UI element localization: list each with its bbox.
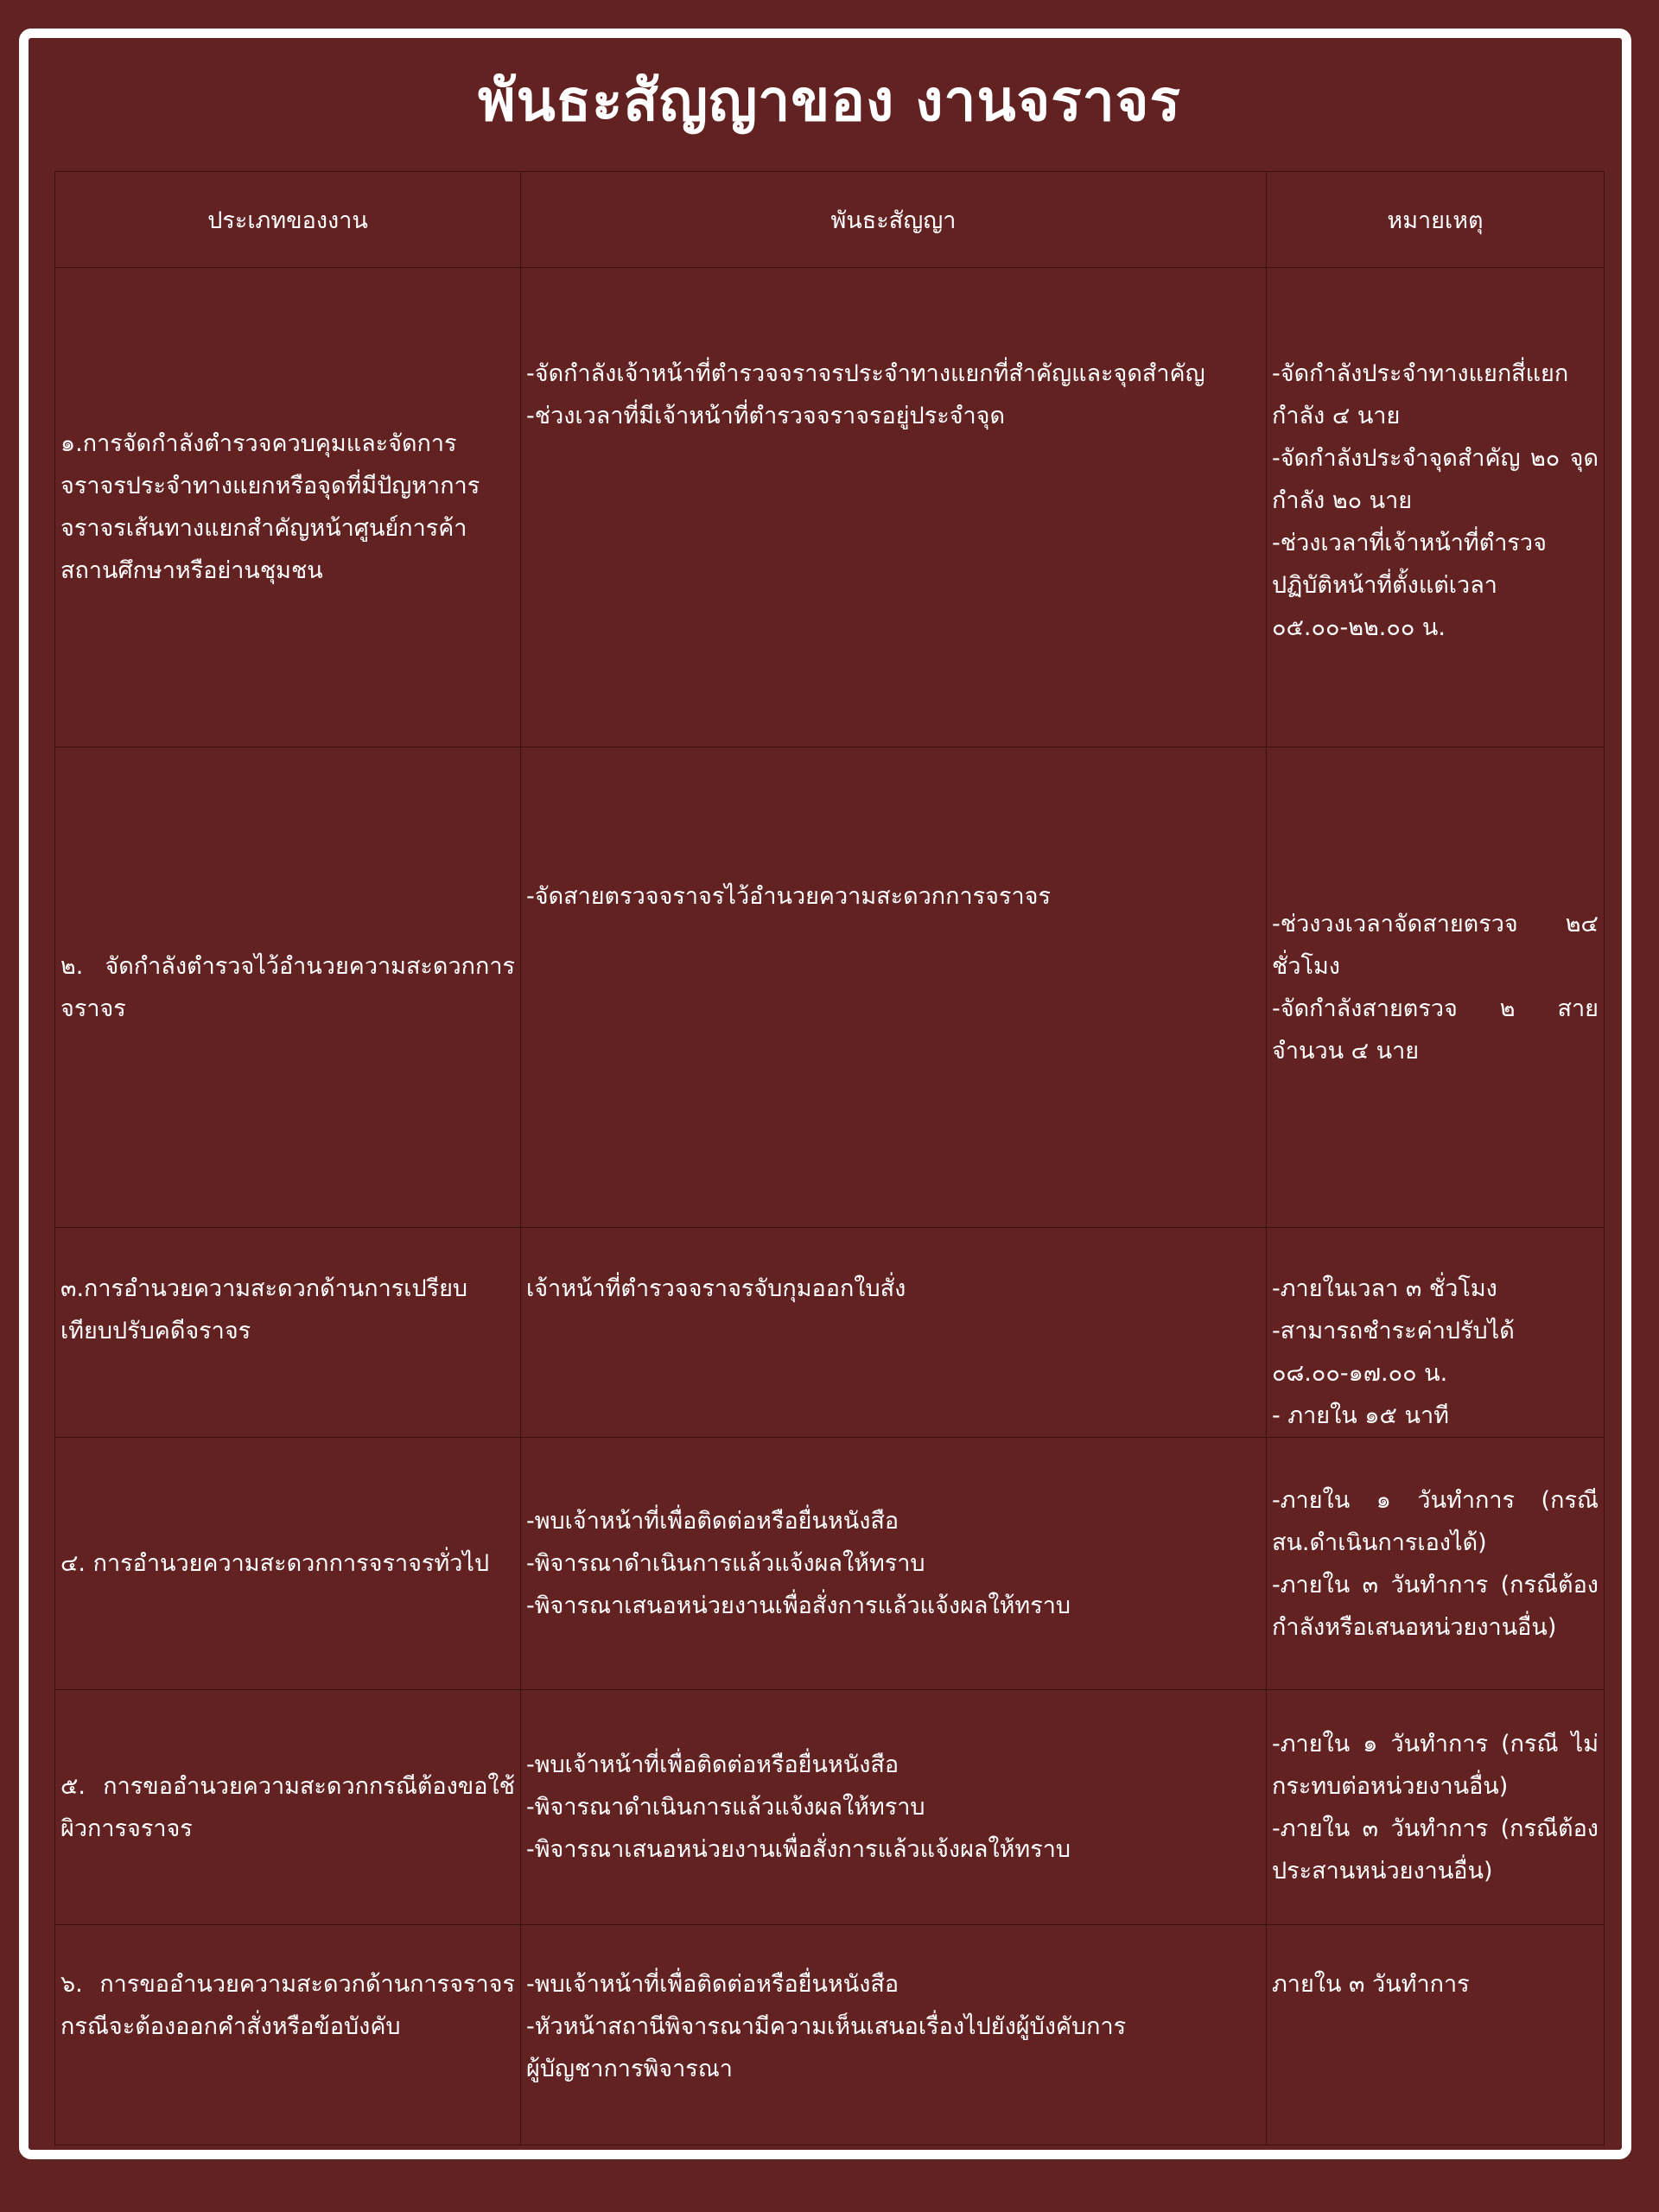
note-cell [1267, 1690, 1605, 1925]
work-type-text: ๕. การขออำนวยความสะดวกกรณีต้องขอใช้ผิวการจราจร [60, 1772, 515, 1842]
promise-line: -ช่วงเวลาที่มีเจ้าหน้าที่ตำรวจจราจรอยู่ประจำจุด [526, 403, 1006, 429]
promise-line: -พิจารณาดำเนินการแล้วแจ้งผลให้ทราบ [526, 1550, 925, 1577]
work-type-cell [55, 1925, 521, 2145]
promise-line: -พบเจ้าหน้าที่เพื่อติดต่อหรือยื่นหนังสือ [526, 1971, 899, 1998]
work-type-text: ๓.การอำนวยความสะดวกด้านการเปรียบเทียบปรับคดีจราจร [60, 1275, 468, 1344]
promise-line: -หัวหน้าสถานีพิจารณามีความเห็นเสนอเรื่องไปยังผู้บังคับการ [526, 2013, 1127, 2040]
work-type-cell [55, 268, 521, 747]
note-line: -จัดกำลังประจำทางแยกสี่แยกกำลัง ๔ นาย [1272, 360, 1569, 429]
table-row [55, 1228, 1605, 1438]
note-cell [1267, 1925, 1605, 2145]
table-row [55, 747, 1605, 1228]
note-line: -จัดกำลังสายตรวจ ๒ สาย จำนวน ๔ นาย [1272, 995, 1599, 1065]
promise-cell [521, 1690, 1267, 1925]
note-cell [1267, 1228, 1605, 1438]
note-line: -จัดกำลังประจำจุดสำคัญ ๒๐ จุดกำลัง ๒๐ นาย [1272, 445, 1599, 514]
header-note: หมายเหตุ [1267, 172, 1605, 268]
promise-cell [521, 1438, 1267, 1690]
promise-table [54, 171, 1605, 2145]
work-type-text: ๒. จัดกำลังตำรวจไว้อำนวยความสะดวกการจราจร [60, 952, 515, 1022]
note-line: -ภายในเวลา ๓ ชั่วโมง [1272, 1275, 1497, 1302]
work-type-text: ๔. การอำนวยความสะดวกการจราจรทั่วไป [60, 1550, 490, 1577]
work-type-text: ๑.การจัดกำลังตำรวจควบคุมและจัดการจราจรประจำทางแยกหรือจุดที่มีปัญหาการจราจรเส้นทางแยกสำคัญหน้าศูนย์การค้าสถานศึกษาหรือย่านชุมชน [60, 430, 480, 584]
note-line: -ช่วงเวลาที่เจ้าหน้าที่ตำรวจปฏิบัติหน้าที่ตั้งแต่เวลา ๐๕.๐๐-๒๒.๐๐ น. [1272, 530, 1547, 641]
work-type-text: ๖. การขออำนวยความสะดวกด้านการจราจร กรณีจะต้องออกคำสั่งหรือข้อบังคับ [60, 1971, 515, 2040]
page-title: พันธะสัญญาของ งานจราจร [478, 67, 1181, 134]
note-line: -ช่วงวงเวลาจัดสายตรวจ ๒๔ ชั่วโมง [1272, 910, 1599, 980]
table-row [55, 1690, 1605, 1925]
work-type-cell [55, 1690, 521, 1925]
promise-line: -พบเจ้าหน้าที่เพื่อติดต่อหรือยื่นหนังสือ [526, 1751, 899, 1778]
note-line: - ภายใน ๑๕ นาที [1272, 1402, 1449, 1429]
promise-line: -จัดสายตรวจจราจรไว้อำนวยความสะดวกการจราจร [526, 883, 1051, 910]
note-cell [1267, 747, 1605, 1228]
note-line: -สามารถชำระค่าปรับได้ ๐๘.๐๐-๑๗.๐๐ น. [1272, 1318, 1515, 1387]
promise-cell [521, 1925, 1267, 2145]
promise-line: -จัดกำลังเจ้าหน้าที่ตำรวจจราจรประจำทางแยกที่สำคัญและจุดสำคัญ [526, 360, 1205, 387]
header-promise: พันธะสัญญา [521, 172, 1267, 268]
note-line: -ภายใน ๑ วันทำการ (กรณี สน.ดำเนินการเองได้) [1272, 1486, 1599, 1556]
note-line: -ภายใน ๓ วันทำการ (กรณีต้องประสานหน่วยงานอื่น) [1272, 1815, 1599, 1885]
work-type-cell [55, 1228, 521, 1438]
header-work-type: ประเภทของงาน [55, 172, 521, 268]
table-row [55, 268, 1605, 747]
note-cell [1267, 1438, 1605, 1690]
work-type-cell [55, 1438, 521, 1690]
promise-line: -พบเจ้าหน้าที่เพื่อติดต่อหรือยื่นหนังสือ [526, 1508, 899, 1535]
promise-line: -พิจารณาเสนอหน่วยงานเพื่อสั่งการแล้วแจ้งผลให้ทราบ [526, 1836, 1071, 1863]
promise-cell [521, 268, 1267, 747]
table-row [55, 1438, 1605, 1690]
note-line: ภายใน ๓ วันทำการ [1272, 1971, 1470, 1998]
promise-line: ผู้บัญชาการพิจารณา [526, 2056, 733, 2082]
promise-line: -พิจารณาดำเนินการแล้วแจ้งผลให้ทราบ [526, 1794, 925, 1821]
promise-cell [521, 1228, 1267, 1438]
table-row [55, 1925, 1605, 2145]
table-header-row [55, 172, 1605, 268]
note-line: -ภายใน ๓ วันทำการ (กรณีต้องกำลังหรือเสนอหน่วยงานอื่น) [1272, 1571, 1599, 1641]
work-type-cell [55, 747, 521, 1228]
note-line: -ภายใน ๑ วันทำการ (กรณี ไม่กระทบต่อหน่วยงานอื่น) [1272, 1730, 1599, 1800]
promise-line: -พิจารณาเสนอหน่วยงานเพื่อสั่งการแล้วแจ้งผลให้ทราบ [526, 1592, 1071, 1619]
promise-line: เจ้าหน้าที่ตำรวจจราจรจับกุมออกใบสั่ง [526, 1275, 906, 1302]
promise-cell [521, 747, 1267, 1228]
note-cell [1267, 268, 1605, 747]
